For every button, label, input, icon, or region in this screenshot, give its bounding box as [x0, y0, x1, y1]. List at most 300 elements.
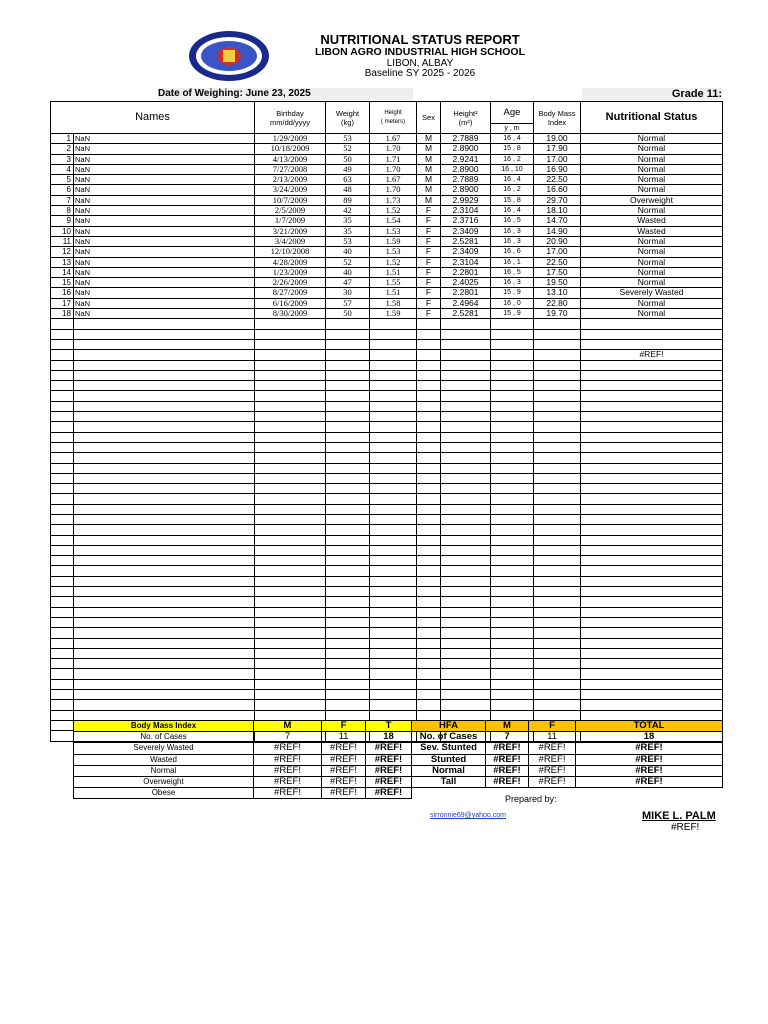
- cell-bmi: 17.90: [534, 144, 581, 154]
- table-row: [51, 556, 723, 566]
- empty-cell: [255, 690, 326, 700]
- table-row: [51, 175, 723, 185]
- table-row: [51, 226, 723, 236]
- cell-status: Normal: [581, 185, 723, 195]
- cell-age: 16 , 0: [491, 298, 534, 308]
- cell-n: 8: [51, 206, 74, 216]
- empty-cell: [441, 617, 491, 627]
- col-age-unit: y , m: [491, 124, 534, 134]
- empty-cell: [255, 360, 326, 370]
- empty-cell: [255, 535, 326, 545]
- empty-cell: [581, 535, 723, 545]
- cell-h2: 2.7889: [441, 175, 491, 185]
- table-row: [51, 370, 723, 380]
- empty-cell: [581, 463, 723, 473]
- empty-cell: [441, 453, 491, 463]
- cell-h2: 2.9241: [441, 154, 491, 164]
- empty-cell: [74, 659, 255, 669]
- summary-empty: [576, 788, 723, 799]
- empty-cell: [534, 350, 581, 360]
- cell-n: 12: [51, 247, 74, 257]
- empty-cell: [255, 412, 326, 422]
- empty-cell: [534, 679, 581, 689]
- empty-cell: [441, 659, 491, 669]
- cell-ht: 1.53: [370, 247, 417, 257]
- empty-cell: [74, 628, 255, 638]
- empty-cell: [417, 319, 441, 329]
- summary-cell-m: #REF!: [254, 777, 322, 788]
- cell-ht: 1.70: [370, 164, 417, 174]
- empty-cell: [417, 463, 441, 473]
- summary-cell-hfa: Sev. Stunted: [412, 743, 486, 754]
- empty-cell: [51, 504, 74, 514]
- empty-cell: [534, 525, 581, 535]
- empty-cell: [370, 679, 417, 689]
- cell-bday: 2/13/2009: [255, 175, 326, 185]
- empty-cell: [581, 514, 723, 524]
- empty-cell: [491, 473, 534, 483]
- table-row: [51, 134, 723, 144]
- empty-cell: [417, 535, 441, 545]
- summary-cell-t: #REF!: [366, 754, 412, 765]
- empty-cell: [370, 545, 417, 555]
- summary-cell-label: Wasted: [74, 754, 254, 765]
- empty-cell: [534, 556, 581, 566]
- empty-cell: [441, 484, 491, 494]
- empty-cell: [581, 710, 723, 720]
- table-row: [51, 422, 723, 432]
- empty-cell: [417, 412, 441, 422]
- table-row: [51, 247, 723, 257]
- cell-name: NaN: [74, 175, 255, 185]
- empty-cell: [51, 690, 74, 700]
- empty-cell: [370, 535, 417, 545]
- cell-name: NaN: [74, 206, 255, 216]
- empty-cell: [51, 514, 74, 524]
- empty-cell: [441, 360, 491, 370]
- summary-row: [74, 765, 723, 776]
- cell-wt: 53: [326, 134, 370, 144]
- empty-cell: [370, 659, 417, 669]
- empty-cell: [74, 484, 255, 494]
- summary-cell-m: #REF!: [254, 754, 322, 765]
- table-row: [51, 216, 723, 226]
- summary-cell-f: #REF!: [322, 743, 366, 754]
- cell-h2: 2.5281: [441, 236, 491, 246]
- empty-cell: [491, 453, 534, 463]
- cell-ht: 1.53: [370, 226, 417, 236]
- summary-row: [74, 732, 723, 743]
- cell-bday: 1/29/2009: [255, 134, 326, 144]
- empty-cell: [370, 319, 417, 329]
- summary-cell-f2: #REF!: [529, 743, 576, 754]
- empty-cell: [326, 329, 370, 339]
- empty-cell: [51, 545, 74, 555]
- empty-cell: [370, 597, 417, 607]
- empty-cell: [534, 638, 581, 648]
- cell-status: Normal: [581, 206, 723, 216]
- cell-bmi: 17.50: [534, 267, 581, 277]
- empty-cell: [491, 628, 534, 638]
- cell-age: 15 , 8: [491, 144, 534, 154]
- table-row: [51, 391, 723, 401]
- cell-age: 15 , 8: [491, 195, 534, 205]
- summary-cell-f: #REF!: [322, 765, 366, 776]
- empty-cell: [255, 617, 326, 627]
- col-weight: Weight (kg): [326, 102, 370, 134]
- empty-cell: [581, 566, 723, 576]
- cell-h2: 2.3104: [441, 206, 491, 216]
- cell-h2: 2.3409: [441, 226, 491, 236]
- cell-bday: 2/5/2009: [255, 206, 326, 216]
- table-row: [51, 545, 723, 555]
- empty-cell: [51, 597, 74, 607]
- empty-cell: [441, 648, 491, 658]
- empty-cell: [74, 607, 255, 617]
- empty-cell: [581, 545, 723, 555]
- empty-cell: [51, 401, 74, 411]
- cell-wt: 52: [326, 144, 370, 154]
- empty-cell: [441, 463, 491, 473]
- cell-bmi: 14.90: [534, 226, 581, 236]
- empty-cell: [441, 587, 491, 597]
- cell-sex: M: [417, 164, 441, 174]
- empty-cell: [255, 370, 326, 380]
- empty-cell: [581, 391, 723, 401]
- empty-cell: [491, 360, 534, 370]
- summary-cell-label: Normal: [74, 765, 254, 776]
- empty-cell: [255, 638, 326, 648]
- table-row: [51, 566, 723, 576]
- empty-cell: [326, 412, 370, 422]
- cell-status: Normal: [581, 154, 723, 164]
- table-row: [51, 690, 723, 700]
- summary-cell-m2: #REF!: [486, 754, 529, 765]
- empty-cell: [534, 412, 581, 422]
- empty-cell: [370, 329, 417, 339]
- empty-cell: [51, 442, 74, 452]
- empty-cell: [581, 628, 723, 638]
- empty-cell: [51, 731, 74, 741]
- summary-cell-label: No. of Cases: [74, 732, 254, 743]
- empty-cell: [370, 370, 417, 380]
- empty-cell: [255, 442, 326, 452]
- empty-cell: [581, 504, 723, 514]
- empty-cell: [326, 690, 370, 700]
- empty-cell: [255, 669, 326, 679]
- empty-cell: [417, 545, 441, 555]
- empty-cell: [534, 648, 581, 658]
- cell-name: NaN: [74, 154, 255, 164]
- cell-bday: 8/27/2009: [255, 288, 326, 298]
- table-row: [51, 350, 723, 360]
- empty-cell: [441, 566, 491, 576]
- table-row: [51, 710, 723, 720]
- table-row: [51, 195, 723, 205]
- cell-ht: 1.70: [370, 144, 417, 154]
- empty-cell: [51, 607, 74, 617]
- empty-cell: [581, 690, 723, 700]
- empty-cell: [491, 556, 534, 566]
- cell-status: Normal: [581, 278, 723, 288]
- empty-cell: [534, 628, 581, 638]
- empty-cell: [370, 690, 417, 700]
- cell-h2: 2.3716: [441, 216, 491, 226]
- cell-ht: 1.73: [370, 195, 417, 205]
- empty-cell: [581, 484, 723, 494]
- cell-bmi: 22.50: [534, 257, 581, 267]
- empty-cell: [441, 545, 491, 555]
- cell-bmi: 22.50: [534, 175, 581, 185]
- empty-cell: [326, 576, 370, 586]
- table-row: [51, 381, 723, 391]
- empty-cell: [417, 329, 441, 339]
- cell-bday: 7/27/2008: [255, 164, 326, 174]
- empty-cell: [255, 339, 326, 349]
- empty-cell: [534, 463, 581, 473]
- empty-cell: [74, 710, 255, 720]
- empty-cell: [74, 329, 255, 339]
- cell-name: NaN: [74, 257, 255, 267]
- table-row: [51, 154, 723, 164]
- table-row: [51, 494, 723, 504]
- empty-cell: [255, 381, 326, 391]
- empty-cell: [441, 401, 491, 411]
- signatory-ref: #REF!: [671, 822, 700, 833]
- empty-cell: [491, 504, 534, 514]
- empty-cell: [534, 504, 581, 514]
- summary-cell-hfa: Tall: [412, 777, 486, 788]
- empty-cell: [74, 514, 255, 524]
- empty-cell: [74, 494, 255, 504]
- cell-h2: 2.4025: [441, 278, 491, 288]
- empty-cell: [441, 381, 491, 391]
- empty-cell: [417, 391, 441, 401]
- cell-bmi: 14.70: [534, 216, 581, 226]
- empty-cell: [491, 597, 534, 607]
- table-row: [51, 648, 723, 658]
- cell-bday: 3/4/2009: [255, 236, 326, 246]
- summary-cell-f2: 11: [529, 732, 576, 743]
- empty-cell: [491, 422, 534, 432]
- table-row: [51, 442, 723, 452]
- cell-ht: 1.54: [370, 216, 417, 226]
- empty-cell: [255, 545, 326, 555]
- empty-cell: [326, 432, 370, 442]
- prepared-by-label: Prepared by:: [505, 794, 557, 804]
- empty-cell: [51, 412, 74, 422]
- cell-sex: F: [417, 247, 441, 257]
- empty-cell: [326, 710, 370, 720]
- empty-cell: [51, 360, 74, 370]
- cell-h2: 2.7889: [441, 134, 491, 144]
- table-row: [51, 236, 723, 246]
- empty-cell: [441, 504, 491, 514]
- empty-cell: [370, 628, 417, 638]
- summary-cell-m2: #REF!: [486, 765, 529, 776]
- empty-cell: [51, 617, 74, 627]
- empty-cell: [74, 556, 255, 566]
- cell-status: Severely Wasted: [581, 288, 723, 298]
- empty-cell: [326, 504, 370, 514]
- empty-cell: [51, 710, 74, 720]
- cell-name: NaN: [74, 236, 255, 246]
- table-row: [51, 257, 723, 267]
- table-row: [51, 628, 723, 638]
- empty-cell: [255, 504, 326, 514]
- empty-cell: [255, 350, 326, 360]
- empty-cell: [581, 453, 723, 463]
- empty-cell: [51, 370, 74, 380]
- empty-cell: [255, 525, 326, 535]
- col-names: Names: [51, 102, 255, 134]
- empty-cell: [491, 638, 534, 648]
- empty-cell: [74, 422, 255, 432]
- empty-cell: [417, 607, 441, 617]
- empty-cell: [441, 597, 491, 607]
- cell-h2: 2.9929: [441, 195, 491, 205]
- cell-ht: 1.70: [370, 185, 417, 195]
- empty-cell: [491, 514, 534, 524]
- cell-h2: 2.8900: [441, 185, 491, 195]
- cell-status: Normal: [581, 164, 723, 174]
- cell-sex: F: [417, 309, 441, 319]
- table-row: [51, 309, 723, 319]
- cell-wt: 89: [326, 195, 370, 205]
- empty-cell: [370, 556, 417, 566]
- empty-cell: [534, 494, 581, 504]
- empty-cell: [370, 710, 417, 720]
- table-row: [51, 298, 723, 308]
- col-age: Age: [491, 102, 534, 124]
- empty-cell: [534, 659, 581, 669]
- empty-cell: [255, 597, 326, 607]
- empty-cell: [370, 484, 417, 494]
- empty-cell: [534, 566, 581, 576]
- cell-status: Normal: [581, 298, 723, 308]
- empty-cell: [417, 628, 441, 638]
- summary-header-f2: F: [529, 721, 576, 732]
- empty-cell: [74, 525, 255, 535]
- empty-cell: [441, 514, 491, 524]
- cell-sex: M: [417, 144, 441, 154]
- empty-cell: [51, 473, 74, 483]
- table-row: [51, 535, 723, 545]
- cell-bmi: 19.70: [534, 309, 581, 319]
- empty-cell: [534, 607, 581, 617]
- table-row: [51, 206, 723, 216]
- empty-cell: [370, 401, 417, 411]
- empty-cell: [417, 401, 441, 411]
- cell-age: 16 , 3: [491, 278, 534, 288]
- empty-cell: [51, 638, 74, 648]
- empty-cell: [326, 638, 370, 648]
- cell-status: Normal: [581, 236, 723, 246]
- date-of-weighing: Date of Weighing: June 23, 2025: [158, 88, 413, 100]
- empty-cell: [255, 463, 326, 473]
- table-row: [51, 587, 723, 597]
- empty-cell: [51, 566, 74, 576]
- deped-seal-icon: [188, 30, 270, 82]
- empty-cell: [74, 381, 255, 391]
- cell-wt: 48: [326, 185, 370, 195]
- empty-cell: [326, 494, 370, 504]
- empty-cell: [534, 453, 581, 463]
- cell-n: 9: [51, 216, 74, 226]
- empty-cell: [441, 535, 491, 545]
- cell-name: NaN: [74, 288, 255, 298]
- cell-n: 3: [51, 154, 74, 164]
- summary-header: [74, 721, 723, 732]
- empty-cell: [74, 535, 255, 545]
- table-row: [51, 607, 723, 617]
- empty-cell: [370, 391, 417, 401]
- cell-sex: F: [417, 278, 441, 288]
- cell-age: 16 , 4: [491, 206, 534, 216]
- cell-name: NaN: [74, 134, 255, 144]
- cell-name: NaN: [74, 267, 255, 277]
- empty-cell: [491, 710, 534, 720]
- empty-cell: [581, 319, 723, 329]
- empty-cell: [581, 381, 723, 391]
- empty-cell: [581, 494, 723, 504]
- empty-cell: [491, 484, 534, 494]
- empty-cell: [74, 597, 255, 607]
- empty-cell: [51, 556, 74, 566]
- summary-cell-t: 18: [366, 732, 412, 743]
- summary-cell-m: 7: [254, 732, 322, 743]
- empty-cell: [255, 659, 326, 669]
- summary-cell-t: #REF!: [366, 777, 412, 788]
- empty-cell: [441, 350, 491, 360]
- empty-cell: [441, 370, 491, 380]
- empty-cell: [326, 463, 370, 473]
- empty-cell: [417, 494, 441, 504]
- summary-cell-t: #REF!: [366, 743, 412, 754]
- empty-cell: [326, 484, 370, 494]
- summary-cell-f2: #REF!: [529, 765, 576, 776]
- empty-cell: [441, 494, 491, 504]
- empty-cell: [581, 617, 723, 627]
- cell-ht: 1.51: [370, 267, 417, 277]
- empty-cell: [255, 710, 326, 720]
- empty-cell: [491, 339, 534, 349]
- cell-age: 16 , 4: [491, 175, 534, 185]
- cell-age: 16 , 10: [491, 164, 534, 174]
- email-link[interactable]: sirronnie69@yahoo.com: [430, 812, 506, 819]
- empty-cell: [417, 339, 441, 349]
- empty-cell: [326, 556, 370, 566]
- summary-cell-hfa: No. of Cases: [412, 732, 486, 743]
- empty-cell: [326, 669, 370, 679]
- empty-cell: [534, 576, 581, 586]
- empty-cell: [441, 607, 491, 617]
- cell-ht: 1.67: [370, 134, 417, 144]
- empty-cell: [491, 659, 534, 669]
- cell-bmi: 29.70: [534, 195, 581, 205]
- table-row: [51, 484, 723, 494]
- empty-cell: [326, 566, 370, 576]
- empty-cell: [370, 669, 417, 679]
- cell-bday: 4/28/2009: [255, 257, 326, 267]
- empty-cell: [370, 566, 417, 576]
- cell-name: NaN: [74, 144, 255, 154]
- summary-header-hfa: HFA: [412, 721, 486, 732]
- empty-cell: [417, 484, 441, 494]
- empty-cell: [370, 576, 417, 586]
- empty-cell: [441, 432, 491, 442]
- empty-cell: [534, 401, 581, 411]
